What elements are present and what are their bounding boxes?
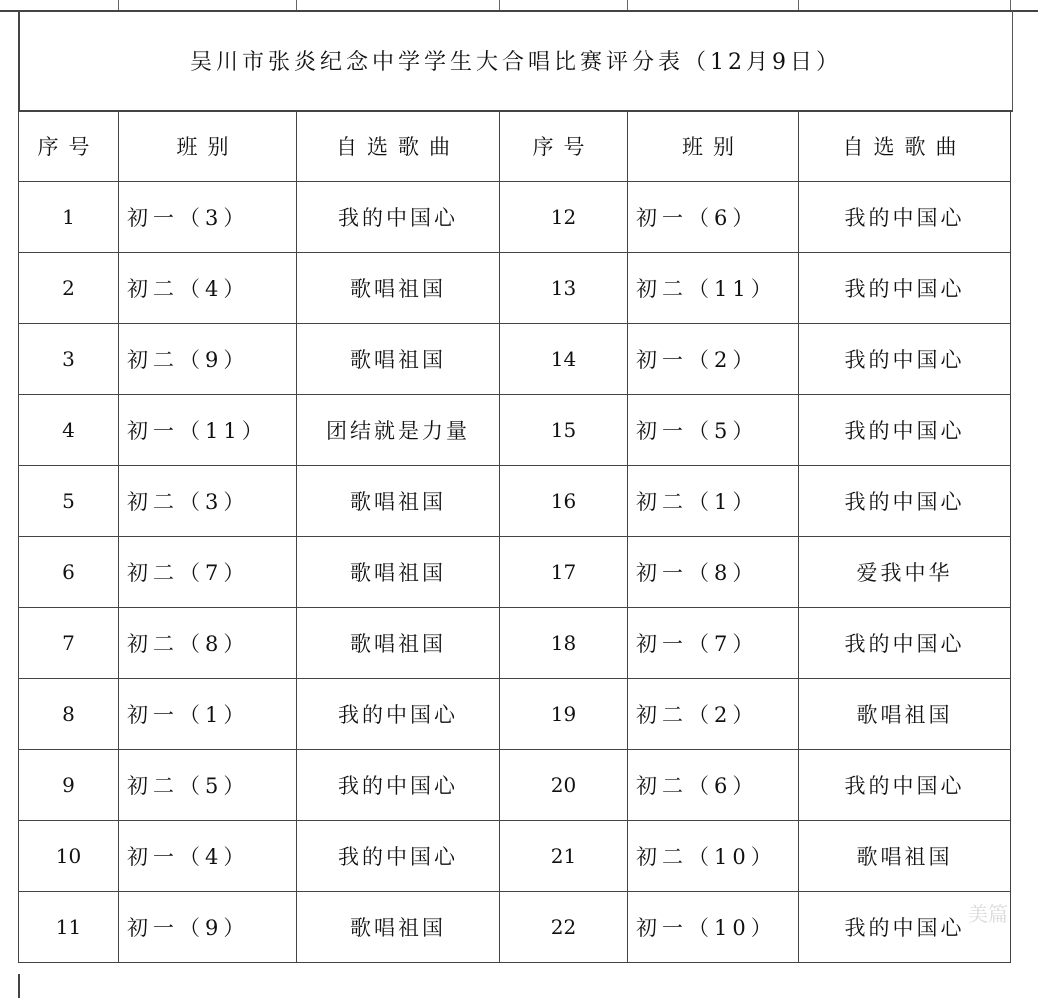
grid-tick (296, 0, 297, 10)
cell-number[interactable]: 20 (500, 750, 628, 821)
cell-class[interactable]: 初一（7） (628, 608, 799, 679)
table-row (19, 324, 1011, 395)
cell-class[interactable]: 初一（2） (628, 324, 799, 395)
header-cell-song-left[interactable]: 自选歌曲 (297, 111, 500, 182)
cell-song[interactable]: 爱我中华 (799, 537, 1011, 608)
cell-song[interactable]: 我的中国心 (799, 395, 1011, 466)
cell-class[interactable]: 初二（10） (628, 821, 799, 892)
cell-number[interactable]: 17 (500, 537, 628, 608)
cell-number[interactable]: 4 (19, 395, 119, 466)
cell-class[interactable]: 初二（3） (119, 466, 297, 537)
cell-class[interactable]: 初一（8） (628, 537, 799, 608)
cell-song[interactable]: 我的中国心 (799, 466, 1011, 537)
grid-tick (118, 0, 119, 10)
grid-tick (499, 0, 500, 10)
cell-class[interactable]: 初二（4） (119, 253, 297, 324)
cell-number[interactable]: 13 (500, 253, 628, 324)
cell-class[interactable]: 初一（11） (119, 395, 297, 466)
cell-song[interactable]: 歌唱祖国 (799, 821, 1011, 892)
cell-song[interactable]: 我的中国心 (799, 608, 1011, 679)
cell-song[interactable]: 我的中国心 (297, 182, 500, 253)
header-cell-no-left[interactable]: 序号 (19, 111, 119, 182)
cell-class[interactable]: 初二（9） (119, 324, 297, 395)
table-row (19, 253, 1011, 324)
sheet-empty-row[interactable] (18, 974, 1038, 998)
cell-song[interactable]: 歌唱祖国 (297, 466, 500, 537)
sheet-title: 吴川市张炎纪念中学学生大合唱比赛评分表（12月9日） (190, 49, 842, 75)
cell-number[interactable]: 19 (500, 679, 628, 750)
cell-song[interactable]: 歌唱祖国 (297, 253, 500, 324)
cell-number[interactable]: 7 (19, 608, 119, 679)
table-row (19, 750, 1011, 821)
cell-class[interactable]: 初二（6） (628, 750, 799, 821)
grid-tick (798, 0, 799, 10)
watermark-logo: 美篇 (968, 902, 1008, 926)
cell-number[interactable]: 10 (19, 821, 119, 892)
cell-number[interactable]: 9 (19, 750, 119, 821)
cell-number[interactable]: 1 (19, 182, 119, 253)
cell-number[interactable]: 14 (500, 324, 628, 395)
cell-class[interactable]: 初一（4） (119, 821, 297, 892)
cell-number[interactable]: 18 (500, 608, 628, 679)
cell-song[interactable]: 我的中国心 (297, 821, 500, 892)
cell-song[interactable]: 歌唱祖国 (297, 537, 500, 608)
cell-song[interactable]: 我的中国心 (799, 253, 1011, 324)
cell-song[interactable]: 我的中国心 (799, 892, 1011, 963)
table-row (19, 608, 1011, 679)
cell-class[interactable]: 初二（11） (628, 253, 799, 324)
cell-song[interactable]: 我的中国心 (799, 324, 1011, 395)
cell-number[interactable]: 15 (500, 395, 628, 466)
cell-class[interactable]: 初一（1） (119, 679, 297, 750)
table-row (19, 679, 1011, 750)
header-row (19, 111, 1011, 182)
cell-class[interactable]: 初二（8） (119, 608, 297, 679)
grid-tick (1010, 0, 1011, 10)
cell-number[interactable]: 12 (500, 182, 628, 253)
sheet-title-cell[interactable] (18, 10, 1013, 112)
cell-class[interactable]: 初二（7） (119, 537, 297, 608)
table-row (19, 466, 1011, 537)
cell-song[interactable]: 我的中国心 (799, 750, 1011, 821)
grid-tick (627, 0, 628, 10)
score-table (18, 110, 1011, 963)
cell-song[interactable]: 我的中国心 (297, 679, 500, 750)
cell-number[interactable]: 21 (500, 821, 628, 892)
table-row (19, 182, 1011, 253)
cell-song[interactable]: 团结就是力量 (297, 395, 500, 466)
cell-number[interactable]: 8 (19, 679, 119, 750)
table-row (19, 395, 1011, 466)
cell-class[interactable]: 初二（2） (628, 679, 799, 750)
cell-number[interactable]: 3 (19, 324, 119, 395)
sheet-right-margin (1012, 110, 1038, 974)
cell-number[interactable]: 5 (19, 466, 119, 537)
cell-class[interactable]: 初一（5） (628, 395, 799, 466)
cell-song[interactable]: 歌唱祖国 (297, 608, 500, 679)
cell-class[interactable]: 初一（10） (628, 892, 799, 963)
cell-number[interactable]: 16 (500, 466, 628, 537)
cell-number[interactable]: 22 (500, 892, 628, 963)
cell-class[interactable]: 初一（3） (119, 182, 297, 253)
cell-song[interactable]: 我的中国心 (799, 182, 1011, 253)
cell-number[interactable]: 11 (19, 892, 119, 963)
header-cell-no-right[interactable]: 序号 (500, 111, 628, 182)
cell-class[interactable]: 初一（9） (119, 892, 297, 963)
cell-number[interactable]: 6 (19, 537, 119, 608)
cell-number[interactable]: 2 (19, 253, 119, 324)
table-row (19, 537, 1011, 608)
cell-song[interactable]: 我的中国心 (297, 750, 500, 821)
header-cell-song-right[interactable]: 自选歌曲 (799, 111, 1011, 182)
cell-class[interactable]: 初二（1） (628, 466, 799, 537)
cell-class[interactable]: 初一（6） (628, 182, 799, 253)
cell-song[interactable]: 歌唱祖国 (297, 324, 500, 395)
header-cell-class-right[interactable]: 班别 (628, 111, 799, 182)
header-cell-class-left[interactable]: 班别 (119, 111, 297, 182)
table-row (19, 892, 1011, 963)
cell-song[interactable]: 歌唱祖国 (799, 679, 1011, 750)
cell-class[interactable]: 初二（5） (119, 750, 297, 821)
table-row (19, 821, 1011, 892)
cell-song[interactable]: 歌唱祖国 (297, 892, 500, 963)
